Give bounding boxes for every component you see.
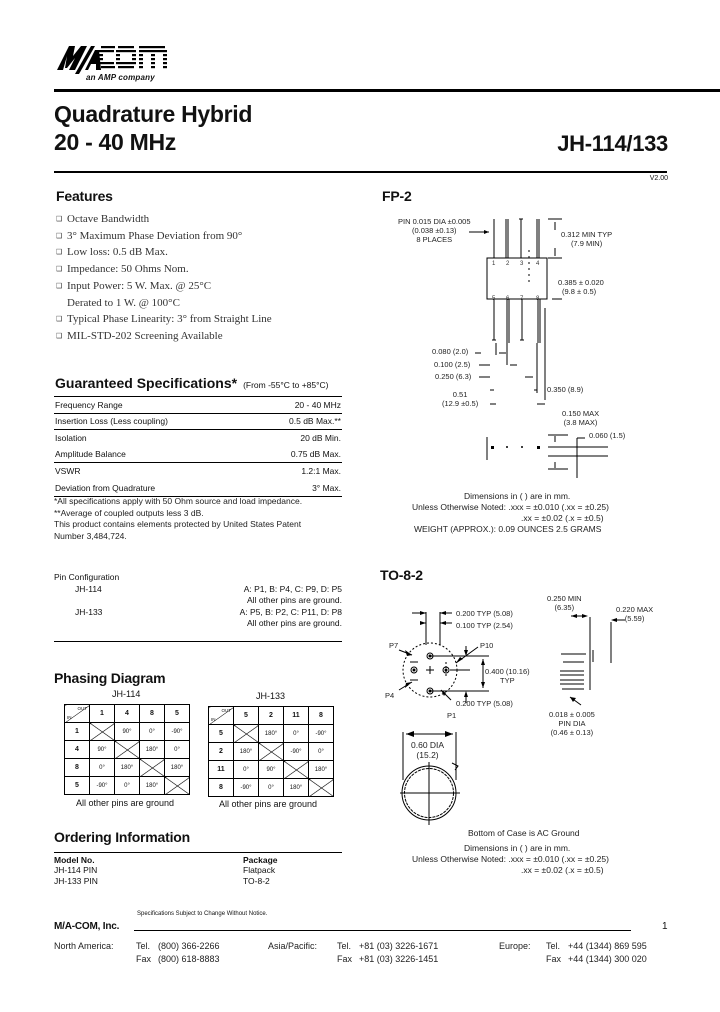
fp2-dim-080: 0.080 (2.0) — [432, 347, 469, 356]
feature-item: ❑ Low loss: 0.5 dB Max. — [56, 244, 356, 261]
fp2-dim-060: 0.060 (1.5) — [589, 431, 626, 440]
fp2-dim-51: 0.51 (12.9 ±0.5) — [442, 390, 479, 408]
svg-text:7: 7 — [520, 296, 524, 302]
logo-subtitle: an AMP company — [86, 73, 155, 82]
to82-dim-400: 0.400 (10.16) TYP — [485, 667, 530, 685]
specs-heading: Guaranteed Specifications* (From -55°C to +85°C) — [55, 375, 329, 391]
features-heading: Features — [56, 188, 113, 204]
fp2-dim-350: 0.350 (8.9) — [547, 385, 584, 394]
fp2-heading: FP-2 — [382, 188, 412, 204]
svg-text:3: 3 — [520, 261, 524, 267]
pin-config-row: JH-133 A: P5, B: P2, C: P11, D: P8 — [75, 606, 342, 617]
table-row: Frequency Range 20 - 40 MHz — [54, 397, 342, 414]
feature-item-continuation: Derated to 1 W. @ 100°C — [67, 296, 180, 309]
square-bullet-icon: ❑ — [56, 331, 63, 340]
to82-label-p10: P10 — [480, 641, 494, 650]
to82-pin-dia: 0.018 ± 0.005 PIN DIA (0.46 ± 0.13) — [549, 710, 595, 737]
svg-text:2: 2 — [506, 261, 510, 267]
feature-item: ❑ 3° Maximum Phase Deviation from 90° — [56, 228, 356, 245]
svg-text:4: 4 — [536, 261, 540, 267]
ordering-header: Model No. Package — [54, 852, 342, 865]
fp2-dim-150: 0.150 MAX (3.8 MAX) — [562, 409, 600, 427]
phasing-table-jh133: OUT IN 5 2 11 8 5 180° 0° -90° 2 180° -90° 0° 11 0° 90° 180° 8 -90° 0° 180° — [208, 706, 334, 797]
table-row: Isolation 20 dB Min. — [54, 430, 342, 447]
table-row: JH-114 PIN Flatpack — [54, 865, 276, 875]
table-row: Insertion Loss (Less coupling) 0.5 dB Max.** — [54, 413, 342, 430]
phasing-title-jh114: JH-114 — [112, 689, 141, 699]
corner-cell: OUT IN — [209, 707, 234, 725]
table-row: Amplitude Balance 0.75 dB Max. — [55, 449, 341, 460]
to82-dim-250: 0.250 MIN (6.35) — [547, 594, 582, 612]
to82-dim-100: 0.100 TYP (2.54) — [456, 621, 513, 630]
pin-configuration: Pin Configuration JH-114 A: P1, B: P4, C: P9, D: P5 All other pins are ground. JH-133 A: P5, B: P2, C: P11, D: P8 All other pins are ground. — [54, 572, 342, 629]
svg-text:6: 6 — [506, 296, 510, 302]
fp2-pin-dia-label: PIN 0.015 DIA ±0.005 (0.038 ±0.13) 8 PLACES — [398, 217, 471, 244]
feature-item: ❑ Input Power: 5 W. Max. @ 25°C — [56, 278, 356, 295]
phasing-footer-jh133: All other pins are ground — [219, 799, 318, 809]
square-bullet-icon: ❑ — [56, 248, 63, 257]
footer-brand: M/A-COM, Inc. — [54, 921, 120, 932]
ordering-heading: Ordering Information — [54, 829, 191, 845]
fp2-dim-250: 0.250 (6.3) — [435, 372, 472, 381]
feature-item: ❑ Impedance: 50 Ohms Nom. — [56, 261, 356, 278]
version-label: V2.00 — [649, 175, 668, 182]
phasing-heading: Phasing Diagram — [54, 670, 166, 686]
table-row: Deviation from Quadrature 3° Max. — [54, 479, 342, 496]
fp2-dim-100: 0.100 (2.5) — [434, 360, 471, 369]
to82-notes: Bottom of Case is AC Ground Dimensions in ( ) are in mm. Unless Otherwise Noted: .xxx = ±0.010 (.xx = ±0.25) .xx = ±0.02 (.x = ±0.5) — [412, 828, 609, 875]
spec-notes: *All specifications apply with 50 Ohm source and load impedance. **Average of coupled outputs less 3 dB. This product contains elements protected by United States Patent Number 3,484,724. — [54, 496, 303, 541]
phasing-title-jh133: JH-133 — [256, 691, 286, 701]
contact-europe: Europe: Tel. +44 (1344) 869 595 Fax +44 (1344) 300 020 — [499, 941, 647, 964]
to82-dim-200-bottom: 0.200 TYP (5.08) — [456, 699, 513, 708]
feature-item: ❑ MIL-STD-202 Screening Available — [56, 328, 356, 345]
ordering-table — [54, 852, 342, 887]
square-bullet-icon: ❑ — [56, 281, 63, 290]
part-number: JH-114/133 — [557, 131, 668, 156]
temp-range: (From -55°C to +85°C) — [243, 380, 329, 390]
feature-item: ❑ Typical Phase Linearity: 3° from Straight Line — [56, 311, 356, 328]
contact-asia-pacific: Asia/Pacific: Tel. +81 (03) 3226-1671 Fax +81 (03) 3226-1451 — [268, 941, 439, 964]
to82-heading: TO-8-2 — [380, 567, 423, 583]
to82-label-p7: P7 — [389, 641, 399, 650]
svg-text:1: 1 — [492, 261, 496, 267]
svg-text:5: 5 — [492, 296, 496, 302]
square-bullet-icon: ❑ — [56, 231, 63, 240]
square-bullet-icon: ❑ — [56, 215, 63, 223]
phasing-table-jh114: OUT IN 1 4 8 5 1 90° 0° -90° 4 90° 180° 0° 8 0° 180° 180° 5 -90° 0° 180° — [64, 704, 190, 795]
to82-label-p4: P4 — [385, 691, 395, 700]
to82-dim-200-top: 0.200 TYP (5.08) — [456, 609, 513, 618]
table-row: VSWR 1.2:1 Max. — [54, 463, 342, 480]
pin-config-row: JH-114 A: P1, B: P4, C: P9, D: P5 — [75, 583, 342, 594]
square-bullet-icon: ❑ — [56, 315, 63, 324]
svg-text:8: 8 — [536, 296, 540, 302]
footer-disclaimer: Specifications Subject to Change Without Notice. — [137, 911, 268, 917]
footer-rule — [134, 930, 631, 931]
title-frequency: 20 - 40 MHz — [54, 129, 176, 155]
feature-item: ❑ Octave Bandwidth — [56, 211, 356, 228]
page-number: 1 — [662, 921, 668, 932]
fp2-lead-length-label: 0.312 MIN TYP (7.9 MIN) — [561, 230, 613, 248]
fp2-body-width-label: 0.385 ± 0.020 (9.8 ± 0.5) — [558, 278, 604, 296]
title-product: Quadrature Hybrid — [54, 101, 253, 127]
corner-cell: OUT IN — [65, 705, 90, 723]
contact-north-america: North America: Tel. (800) 366-2266 Fax (800) 618-8883 — [54, 941, 220, 964]
to82-case-dia: 0.60 DIA (15.2) — [411, 740, 445, 760]
pin-config-heading: Pin Configuration — [54, 572, 120, 582]
to82-label-p1: P1 — [447, 711, 457, 720]
phasing-footer-jh114: All other pins are ground — [76, 798, 175, 808]
fp2-notes: Dimensions in ( ) are in mm. Unless Otherwise Noted: .xxx = ±0.010 (.xx = ±0.25) .xx = ±0.02 (.x = ±0.5) WEIGHT (APPROX.): 0.09 OUNCES 2.5 GRAMS — [412, 491, 609, 534]
table-row: JH-133 PIN TO-8-2 — [54, 876, 270, 886]
to82-dim-220: 0.220 MAX (5.59) — [616, 605, 654, 623]
square-bullet-icon: ❑ — [56, 265, 63, 274]
